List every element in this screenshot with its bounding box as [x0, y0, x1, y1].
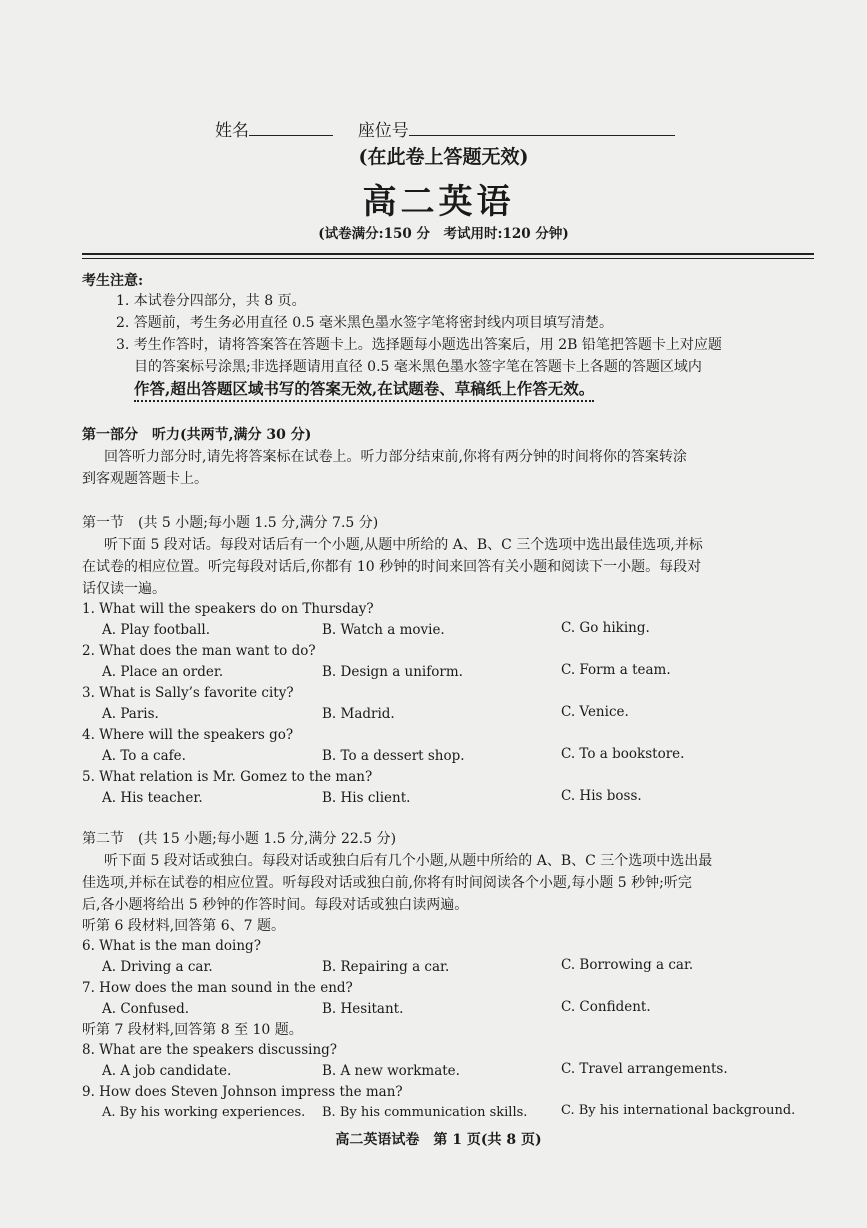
section2-intro-3: 后,各小题将给出 5 秒钟的作答时间。每段对话或独白读两遍。 [82, 897, 469, 913]
q3-option-a: A. Paris. [102, 706, 159, 722]
notice-heading: 考生注意: [82, 273, 144, 289]
question-9: 9. How does Steven Johnson impress the man? [82, 1084, 403, 1100]
q5-option-a: A. His teacher. [102, 790, 203, 806]
q6-option-b: B. Repairing a car. [322, 959, 450, 975]
notice-item-3-cont: 目的答案标号涂黑;非选择题请用直径 0.5 毫米黑色墨水签字笔在答题卡上各题的答题区域内 [134, 359, 702, 375]
question-2: 2. What does the man want to do? [82, 643, 316, 659]
q2-option-b: B. Design a uniform. [322, 664, 463, 680]
exam-meta: (试卷满分:150 分 考试用时:120 分钟) [318, 226, 569, 242]
q9-option-b: B. By his communication skills. [322, 1105, 528, 1120]
section1-intro-1: 听下面 5 段对话。每段对话后有一个小题,从题中所给的 A、B、C 三个选项中选出最佳选项,并标 [104, 537, 703, 553]
notice-item-1: 1. 本试卷分四部分，共 8 页。 [116, 293, 306, 309]
header-rule-thick [82, 253, 814, 255]
part1-intro-2: 到客观题答题卡上。 [82, 471, 208, 487]
seat-blank [409, 121, 675, 136]
question-8: 8. What are the speakers discussing? [82, 1042, 338, 1058]
section1-heading: 第一节 (共 5 小题;每小题 1.5 分,满分 7.5 分) [82, 515, 379, 531]
question-4: 4. Where will the speakers go? [82, 727, 294, 743]
q7-option-b: B. Hesitant. [322, 1001, 404, 1017]
section1-intro-2: 在试卷的相应位置。听完每段对话后,你都有 10 秒钟的时间来回答有关小题和阅读下一小题。每段对 [82, 559, 702, 575]
q6-option-a: A. Driving a car. [102, 959, 213, 975]
question-1: 1. What will the speakers do on Thursday? [82, 601, 374, 617]
material-6-instruction: 听第 6 段材料,回答第 6、7 题。 [82, 918, 285, 934]
q5-option-b: B. His client. [322, 790, 411, 806]
q3-option-b: B. Madrid. [322, 706, 395, 722]
q9-option-a: A. By his working experiences. [102, 1105, 306, 1120]
material-7-instruction: 听第 7 段材料,回答第 8 至 10 题。 [82, 1022, 303, 1038]
q8-option-a: A. A job candidate. [102, 1063, 232, 1079]
section1-intro-3: 话仅读一遍。 [82, 581, 166, 597]
section2-intro-2: 佳选项,并标在试卷的相应位置。听每段对话或独白前,你将有时间阅读各个小题,每小题 5 秒钟;听完 [82, 875, 692, 891]
q9-option-c: C. By his international background. [561, 1103, 796, 1118]
q1-option-b: B. Watch a movie. [322, 622, 445, 638]
question-7: 7. How does the man sound in the end? [82, 980, 353, 996]
page-footer: 高二英语试卷 第 1 页(共 8 页) [335, 1132, 542, 1148]
q5-option-c: C. His boss. [561, 788, 642, 804]
invalid-note: (在此卷上答题无效) [358, 146, 529, 168]
part1-heading: 第一部分 听力(共两节,满分 30 分) [82, 427, 312, 443]
question-5: 5. What relation is Mr. Gomez to the man? [82, 769, 373, 785]
q4-option-a: A. To a cafe. [102, 748, 186, 764]
q1-option-a: A. Play football. [102, 622, 210, 638]
section2-intro-1: 听下面 5 段对话或独白。每段对话或独白后有几个小题,从题中所给的 A、B、C 三个选项中选出最 [104, 853, 713, 869]
q4-option-c: C. To a bookstore. [561, 746, 685, 762]
q2-option-c: C. Form a team. [561, 662, 671, 678]
name-label: 姓名 [215, 121, 249, 141]
name-seat-line [215, 116, 675, 141]
notice-item-3: 3. 考生作答时，请将答案答在答题卡上。选择题每小题选出答案后，用 2B 铅笔把答题卡上对应题 [116, 337, 722, 353]
notice-item-3-emphasis: 作答,超出答题区域书写的答案无效,在试题卷、草稿纸上作答无效。 [134, 380, 594, 398]
q1-option-c: C. Go hiking. [561, 620, 650, 636]
q7-option-c: C. Confident. [561, 999, 651, 1015]
q2-option-a: A. Place an order. [102, 664, 224, 680]
q6-option-c: C. Borrowing a car. [561, 957, 694, 973]
notice-item-2: 2. 答题前，考生务必用直径 0.5 毫米黑色墨水签字笔将密封线内项目填写清楚。 [116, 315, 613, 331]
question-3: 3. What is Sally’s favorite city? [82, 685, 294, 701]
q8-option-c: C. Travel arrangements. [561, 1061, 728, 1077]
q8-option-b: B. A new workmate. [322, 1063, 460, 1079]
q7-option-a: A. Confused. [102, 1001, 190, 1017]
exam-title: 高二英语 [362, 182, 515, 222]
section2-heading: 第二节 (共 15 小题;每小题 1.5 分,满分 22.5 分) [82, 831, 397, 847]
header-rule-thin [82, 258, 814, 259]
question-6: 6. What is the man doing? [82, 938, 261, 954]
name-blank [249, 121, 333, 136]
seat-label: 座位号 [357, 121, 409, 141]
part1-intro-1: 回答听力部分时,请先将答案标在试卷上。听力部分结束前,你将有两分钟的时间将你的答案转涂 [104, 449, 687, 465]
q3-option-c: C. Venice. [561, 704, 629, 720]
q4-option-b: B. To a dessert shop. [322, 748, 465, 764]
